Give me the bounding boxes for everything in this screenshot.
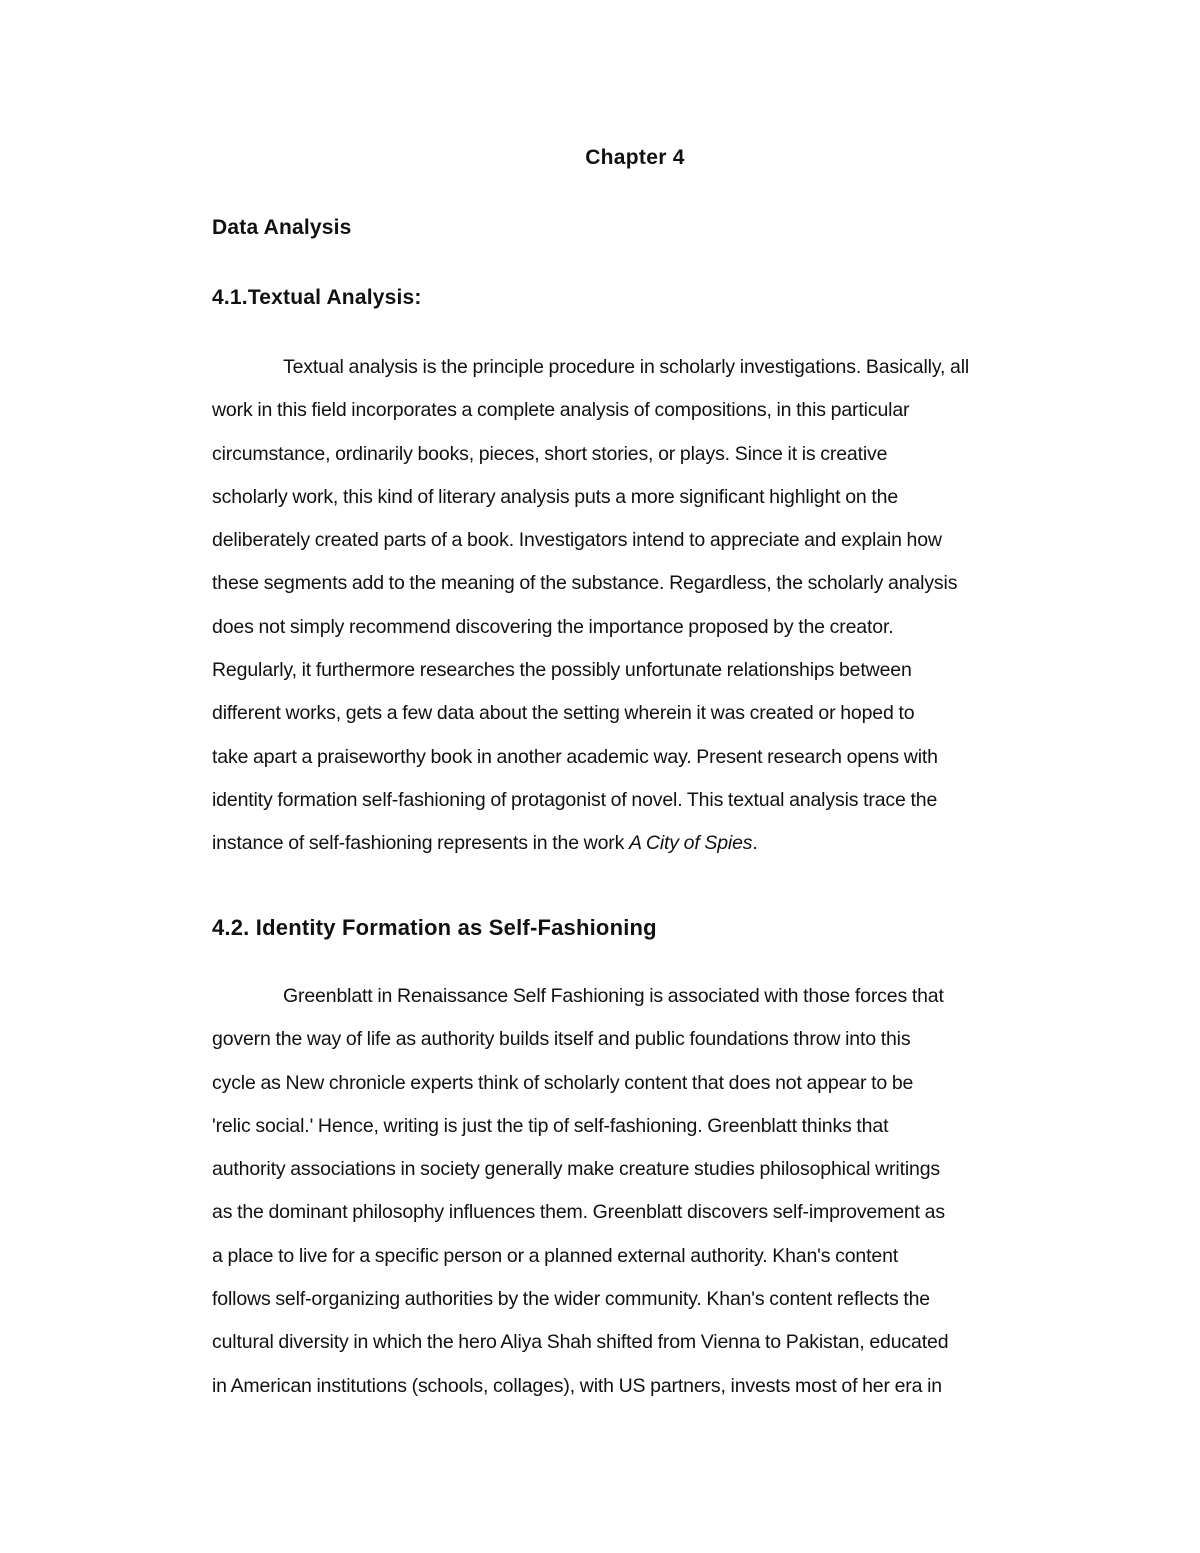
paragraph-line: take apart a praiseworthy book in another academic way. Present research opens with bbox=[212, 745, 938, 768]
paragraph-line: cycle as New chronicle experts think of scholarly content that does not appear to be bbox=[212, 1071, 914, 1094]
paragraph-line: scholarly work, this kind of literary analysis puts a more significant highlight on the bbox=[212, 485, 899, 508]
chapter-title: Chapter 4 bbox=[585, 146, 685, 169]
paragraph-line: authority associations in society generally make creature studies philosophical writings bbox=[212, 1158, 941, 1181]
paragraph-line: govern the way of life as authority builds itself and public foundations throw into this bbox=[212, 1028, 911, 1051]
paragraph-line: 'relic social.' Hence, writing is just the tip of self-fashioning. Greenblatt thinks that bbox=[212, 1114, 889, 1137]
paragraph-line: identity formation self-fashioning of protagonist of novel. This textual analysis trace the bbox=[212, 788, 938, 811]
paragraph-line: a place to live for a specific person or a planned external authority. Khan's content bbox=[212, 1244, 899, 1267]
book-title: A City of Spies bbox=[629, 832, 753, 855]
paragraph-line: deliberately created parts of a book. Investigators intend to appreciate and explain how bbox=[212, 529, 942, 552]
paragraph-identity-formation bbox=[212, 975, 1058, 1408]
paragraph-line: cultural diversity in which the hero Aliya Shah shifted from Vienna to Pakistan, educated bbox=[212, 1331, 949, 1354]
last-line-prefix: instance of self-fashioning represents in the work bbox=[212, 832, 629, 855]
paragraph-line: different works, gets a few data about the setting wherein it was created or hoped to bbox=[212, 702, 915, 725]
paragraph-line: Greenblatt in Renaissance Self Fashioning is associated with those forces that bbox=[283, 985, 944, 1007]
paragraph-line: Textual analysis is the principle procedure in scholarly investigations. Basically, all bbox=[283, 356, 970, 378]
paragraph-line: in American institutions (schools, collages), with US partners, invests most of her era in bbox=[212, 1374, 942, 1397]
last-line-suffix: . bbox=[752, 832, 758, 855]
paragraph-last-line bbox=[212, 822, 1058, 865]
paragraph-line: Regularly, it furthermore researches the possibly unfortunate relationships between bbox=[212, 659, 912, 682]
paragraph-line: work in this field incorporates a complete analysis of compositions, in this particular bbox=[212, 399, 910, 422]
heading-textual-analysis: 4.1.Textual Analysis: bbox=[212, 286, 422, 309]
paragraph-line: these segments add to the meaning of the substance. Regardless, the scholarly analysis bbox=[212, 572, 958, 595]
paragraph-textual-analysis bbox=[212, 346, 1058, 866]
heading-data-analysis: Data Analysis bbox=[212, 216, 352, 239]
paragraph-line: follows self-organizing authorities by the wider community. Khan's content reflects the bbox=[212, 1288, 930, 1311]
paragraph-line: as the dominant philosophy influences them. Greenblatt discovers self-improvement as bbox=[212, 1201, 945, 1224]
paragraph-line: circumstance, ordinarily books, pieces, short stories, or plays. Since it is creative bbox=[212, 442, 888, 465]
heading-identity-formation: 4.2. Identity Formation as Self-Fashioning bbox=[212, 915, 657, 940]
paragraph-line: does not simply recommend discovering the importance proposed by the creator. bbox=[212, 615, 894, 638]
